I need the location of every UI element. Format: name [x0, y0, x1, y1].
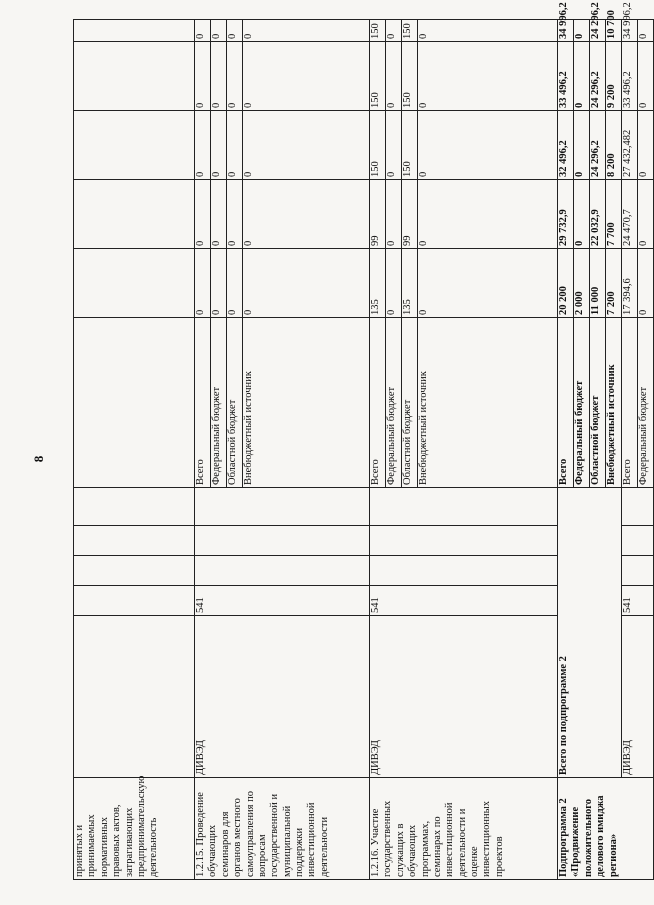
table-cell: 0 — [386, 42, 402, 111]
table-cell: Всего — [370, 318, 386, 488]
table-cell: 20 200 — [558, 249, 574, 318]
table-cell — [622, 526, 654, 556]
table-cell — [74, 20, 195, 42]
table-cell: 0 — [574, 20, 590, 42]
table-cell — [74, 42, 195, 111]
table-cell — [622, 488, 654, 526]
table-cell: 0 — [418, 249, 558, 318]
table-cell: 0 — [418, 42, 558, 111]
table-cell: Всего — [622, 318, 638, 488]
table-cell: Областной бюджет — [227, 318, 243, 488]
table-cell: 150 — [402, 42, 418, 111]
table-cell — [74, 526, 195, 556]
table-cell: 34 996,2 — [622, 20, 638, 42]
table-cell: 0 — [211, 249, 227, 318]
table-cell — [622, 556, 654, 586]
table-cell: Всего — [558, 318, 574, 488]
table-cell: 0 — [211, 111, 227, 180]
table-cell: 0 — [574, 111, 590, 180]
table-cell: 0 — [243, 180, 370, 249]
table-cell: 7 200 — [606, 249, 622, 318]
table-cell: 135 — [402, 249, 418, 318]
table-cell: 0 — [386, 111, 402, 180]
table-cell: 8 200 — [606, 111, 622, 180]
table-cell: 0 — [638, 111, 654, 180]
table-cell: 0 — [638, 180, 654, 249]
table-cell: 0 — [227, 249, 243, 318]
table-cell — [74, 111, 195, 180]
table-cell: 0 — [574, 42, 590, 111]
table-cell — [74, 556, 195, 586]
table-cell: 33 496,2 — [558, 42, 574, 111]
table-cell — [195, 488, 370, 526]
table-cell: 541 — [370, 586, 558, 616]
table-cell: 150 — [402, 20, 418, 42]
table-cell: 7 700 — [606, 180, 622, 249]
table-cell: 0 — [211, 180, 227, 249]
table-cell: Всего — [195, 318, 211, 488]
table-cell — [370, 556, 558, 586]
table-cell: 99 — [402, 180, 418, 249]
table-cell: 0 — [211, 20, 227, 42]
row-sub2-divad-total — [622, 20, 638, 880]
table-cell: Областной бюджет — [402, 318, 418, 488]
table-cell: 1.2.15. Проведение обучающих семинаров для органов местного самоуправления по вопросам государственной и муниципальной поддержки инвестиционной деятельности — [195, 778, 370, 880]
table-cell: 135 — [370, 249, 386, 318]
table-cell: Всего по подпрограмме 2 — [558, 488, 622, 778]
table-cell — [74, 488, 195, 526]
table-cell: 99 — [370, 180, 386, 249]
table-cell: 0 — [418, 20, 558, 42]
table-cell: 0 — [195, 20, 211, 42]
table-cell: принятых и принимаемых нормативных правовых актов, затрагивающих предпринимательскую деятельность — [74, 778, 195, 880]
budget-table — [73, 2, 654, 880]
table-cell: 0 — [386, 180, 402, 249]
table-cell: Внебюджетный источник — [243, 318, 370, 488]
table-cell: 0 — [243, 42, 370, 111]
table-cell: 0 — [638, 249, 654, 318]
table-cell: 0 — [418, 111, 558, 180]
table-cell: 0 — [386, 249, 402, 318]
table-cell: 150 — [370, 111, 386, 180]
table-cell: 27 432,482 — [622, 111, 638, 180]
budget-table-rotated — [73, 2, 649, 880]
table-cell: 9 200 — [606, 42, 622, 111]
table-cell: 32 496,2 — [558, 111, 574, 180]
table-cell: 22 032,9 — [590, 180, 606, 249]
table-cell: Федеральный бюджет — [638, 318, 654, 488]
row-sub2-total — [558, 20, 574, 880]
table-cell: 0 — [418, 180, 558, 249]
table-cell: 0 — [638, 20, 654, 42]
table-cell: 24 296,2 — [590, 111, 606, 180]
row-1-2-16-total — [370, 20, 386, 880]
table-cell — [195, 526, 370, 556]
table-cell — [370, 488, 558, 526]
row-1-2-15-total — [195, 20, 211, 880]
table-cell — [74, 180, 195, 249]
table-cell: 150 — [370, 42, 386, 111]
table-cell: 34 996,2 — [558, 20, 574, 42]
table-cell: 0 — [243, 111, 370, 180]
table-cell: 0 — [227, 42, 243, 111]
table-cell: 541 — [195, 586, 370, 616]
table-cell: 17 394,6 — [622, 249, 638, 318]
table-cell: 0 — [227, 180, 243, 249]
table-cell: 150 — [402, 111, 418, 180]
table-cell: 24 470,7 — [622, 180, 638, 249]
table-cell: 33 496,2 — [622, 42, 638, 111]
table-cell: 0 — [195, 111, 211, 180]
table-cell — [370, 526, 558, 556]
table-cell: 0 — [211, 42, 227, 111]
table-cell: ДИВЭД — [195, 616, 370, 778]
table-cell: 541 — [622, 586, 654, 616]
table-cell — [74, 586, 195, 616]
table-cell: 0 — [243, 249, 370, 318]
table-cell: 0 — [574, 180, 590, 249]
table-cell: Подпрограмма 2 «Продвижение положительного делового имиджа региона» — [558, 778, 654, 880]
table-cell: 0 — [195, 180, 211, 249]
table-cell: ДИВЭД — [370, 616, 558, 778]
table-cell — [195, 556, 370, 586]
table-cell: 11 000 — [590, 249, 606, 318]
table-cell: 1.2.16. Участие государственных служащих в обучающих программах, семинарах по инвестиционной деятельности и оценке инвестиционных проектов — [370, 778, 558, 880]
table-cell: Федеральный бюджет — [386, 318, 402, 488]
table-cell: 0 — [243, 20, 370, 42]
table-cell: 0 — [386, 20, 402, 42]
table-cell: Федеральный бюджет — [211, 318, 227, 488]
table-cell — [74, 616, 195, 778]
table-cell: Федеральный бюджет — [574, 318, 590, 488]
table-cell: Внебюджетный источник — [418, 318, 558, 488]
table-cell: 0 — [227, 20, 243, 42]
table-cell: 0 — [227, 111, 243, 180]
table-cell: 0 — [195, 249, 211, 318]
table-cell: 24 296,2 — [590, 42, 606, 111]
table-cell: Областной бюджет — [590, 318, 606, 488]
table-cell — [74, 318, 195, 488]
table-cell: 24 296,2 — [590, 20, 606, 42]
table-cell: 29 732,9 — [558, 180, 574, 249]
table-cell: Внебюджетный источник — [606, 318, 622, 488]
page-number: 8 — [31, 455, 46, 463]
table-cell: 2 000 — [574, 249, 590, 318]
table-cell: ДИВЭД — [622, 616, 654, 778]
table-cell: 10 700 — [606, 20, 622, 42]
row-measure-tail — [74, 20, 195, 880]
table-cell: 0 — [638, 42, 654, 111]
table-cell — [74, 249, 195, 318]
table-cell: 0 — [195, 42, 211, 111]
table-cell: 150 — [370, 20, 386, 42]
